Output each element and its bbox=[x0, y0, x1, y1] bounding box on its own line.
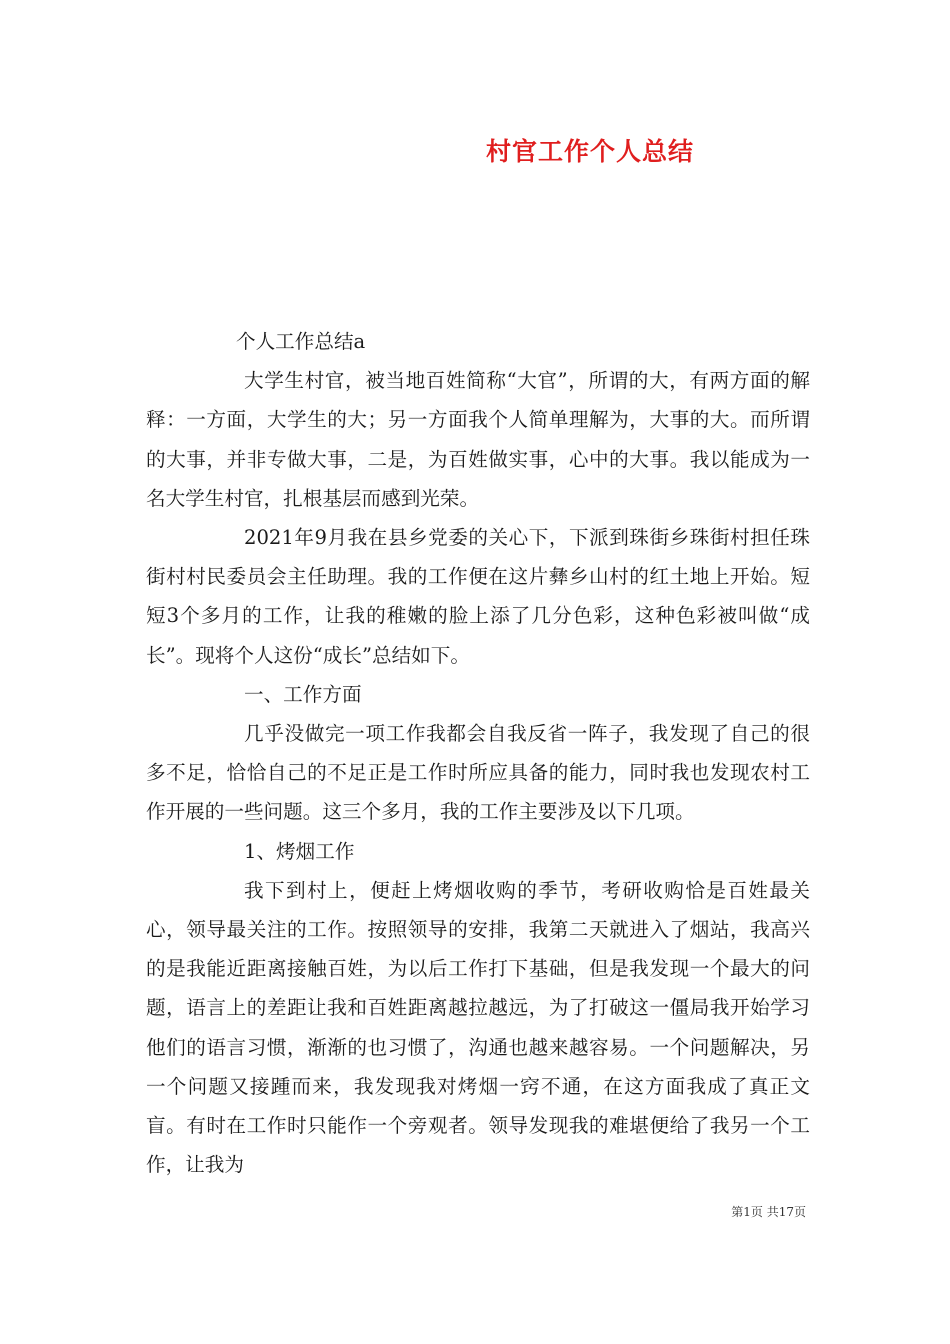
section-heading: 一、工作方面 bbox=[244, 682, 362, 706]
paragraph: 2021年9月我在县乡党委的关心下，下派到珠街乡珠街村担任珠街村村民委员会主任助理。我的工作便在这片彝乡山村的红土地上开始。短短3个多月的工作，让我的稚嫩的脸上添了几分色彩，这种色彩被叫做“成长”。现将个人这份“成长”总结如下。 bbox=[146, 526, 810, 667]
document-title: 村官工作个人总结 bbox=[485, 137, 694, 166]
section-heading: 1、烤烟工作 bbox=[244, 839, 355, 863]
paragraph: 大学生村官，被当地百姓简称“大官”，所谓的大，有两方面的解释：一方面，大学生的大；另一方面我个人简单理解为，大事的大。而所谓的大事，并非专做大事，二是，为百姓做实事，心中的大事。我以能成为一名大学生村官，扎根基层而感到光荣。 bbox=[146, 369, 810, 510]
page-number-footer: 第1页 共17页 bbox=[731, 1205, 806, 1219]
paragraph: 我下到村上，便赶上烤烟收购的季节，考研收购恰是百姓最关心，领导最关注的工作。按照领导的安排，我第二天就进入了烟站，我高兴的是我能近距离接触百姓，为以后工作打下基础，但是我发现一个最大的问题，语言上的差距让我和百姓距离越拉越远，为了打破这一僵局我开始学习他们的语言习惯，渐渐的也习惯了，沟通也越来越容易。一个问题解决，另一个问题又接踵而来，我发现我对烤烟一窍不通，在这方面我成了真正文盲。有时在工作时只能作一个旁观者。领导发现我的难堪便给了我另一个工作，让我为 bbox=[146, 878, 810, 1177]
paragraph: 几乎没做完一项工作我都会自我反省一阵子，我发现了自己的很多不足，恰恰自己的不足正是工作时所应具备的能力，同时我也发现农村工作开展的一些问题。这三个多月，我的工作主要涉及以下几项。 bbox=[146, 722, 810, 824]
section-heading: 个人工作总结a bbox=[236, 330, 366, 353]
document-body bbox=[146, 322, 810, 1184]
